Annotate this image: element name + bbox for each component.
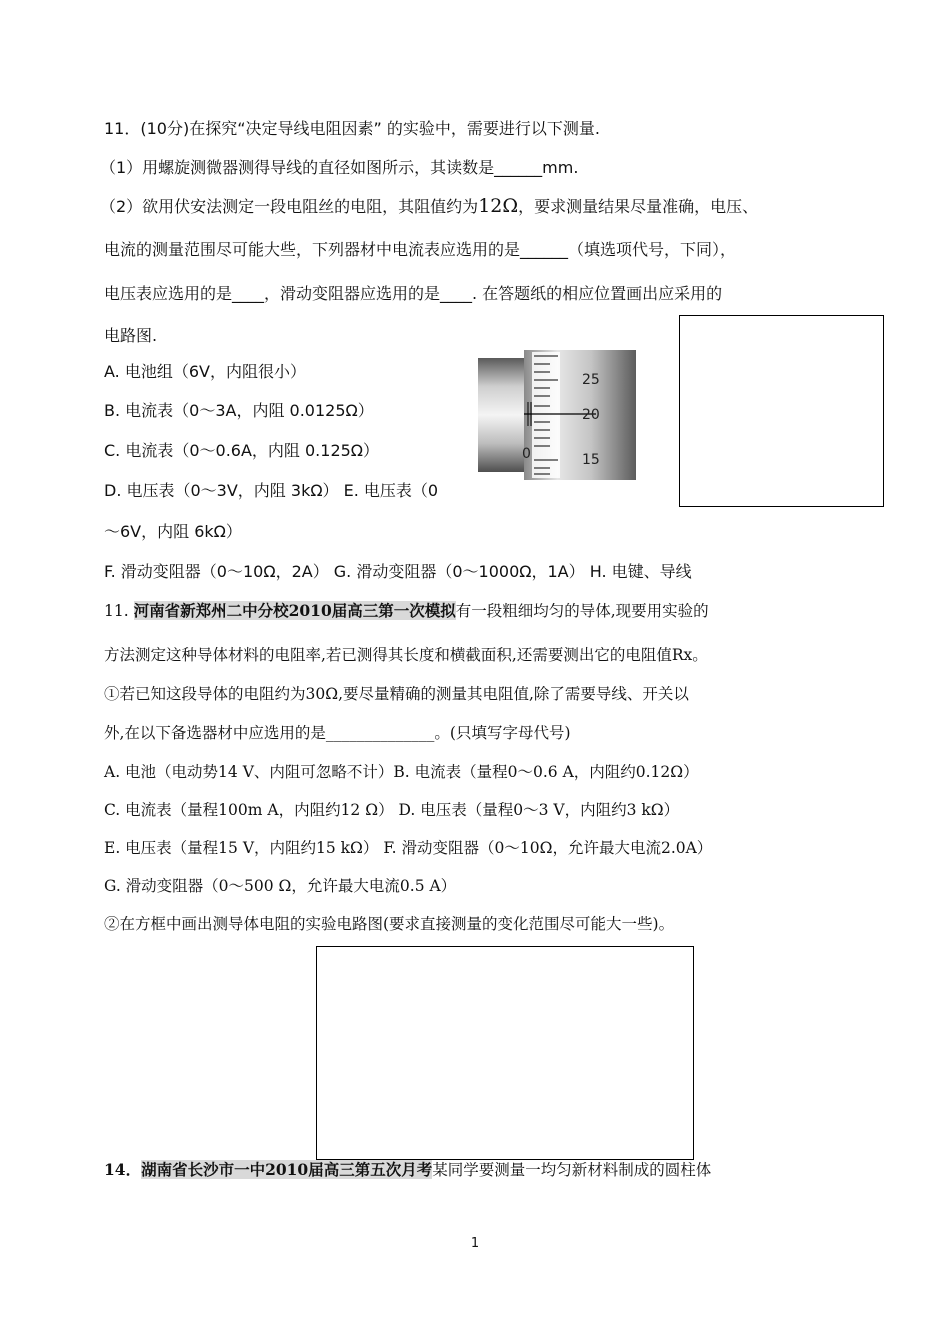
option-a: A. 电池组（6V，内阻很小） (104, 362, 306, 381)
resistance-formula: 12Ω (478, 195, 519, 217)
question-11b-source: 河南省新郑州二中分校2010届高三第一次模拟 (133, 601, 456, 620)
question-14-text: 某同学要测量一均匀新材料制成的圆柱体 (432, 1161, 712, 1179)
question-11b-option-c-d: C. 电流表（量程100m A，内阻约12 Ω） D. 电压表（量程0～3 V，内阻约3 kΩ） (104, 801, 680, 819)
question-11a-line5: 电路图. (104, 326, 158, 345)
question-11b-line4: 外,在以下备选器材中应选用的是______________。(只填写字母代号) (104, 724, 571, 742)
question-11b-line3: ①若已知这段导体的电阻约为30Ω,要尽量精确的测量其电阻值,除了需要导线、开关以 (104, 685, 689, 703)
question-11b-option-e-f: E. 电压表（量程15 V，内阻约15 kΩ） F. 滑动变阻器（0～10Ω，允许最大电流2.0A） (104, 839, 713, 857)
question-11b-line2: 方法测定这种导体材料的电阻率,若已测得其长度和横截面积,还需要测出它的电阻值Rx。 (104, 646, 708, 664)
circuit-answer-box-1 (679, 315, 884, 507)
option-b: B. 电流表（0～3A，内阻 0.0125Ω） (104, 401, 374, 420)
question-11a-part2 (100, 196, 758, 217)
question-11b-option-g: G. 滑动变阻器（0～500 Ω，允许最大电流0.5 A） (104, 877, 457, 895)
circuit-answer-box-2 (316, 946, 694, 1160)
question-11a-line3: 电流的测量范围尽可能大些，下列器材中电流表应选用的是______（填选项代号，下同）， (104, 240, 737, 259)
question-14-source: 湖南省长沙市一中2010届高三第五次月考 (141, 1160, 433, 1179)
micrometer-label-15: 15 (582, 452, 600, 468)
part2-text-a: （2）欲用伏安法测定一段电阻丝的电阻，其阻值约为 (100, 197, 479, 216)
question-11b-option-a-b: A. 电池（电动势14 V、内阻可忽略不计）B. 电流表（量程0～0.6 A，内阻约0.12Ω） (104, 763, 699, 781)
question-11a-part1: （1）用螺旋测微器测得导线的直径如图所示，其读数是______mm. (100, 158, 579, 177)
page-number: 1 (470, 1236, 480, 1251)
option-d-e: D. 电压表（0～3V，内阻 3kΩ） E. 电压表（0 (104, 481, 439, 500)
micrometer-label-25: 25 (582, 372, 600, 388)
option-f-g-h: F. 滑动变阻器（0～10Ω，2A） G. 滑动变阻器（0～1000Ω，1A） H. 电键、导线 (104, 562, 692, 581)
question-14-number: 14． (104, 1160, 142, 1179)
micrometer-figure (478, 350, 636, 480)
option-c: C. 电流表（0～0.6A，内阻 0.125Ω） (104, 441, 380, 460)
question-11a-title: 11．(10分)在探究“决定导线电阻因素” 的实验中，需要进行以下测量. (104, 119, 600, 138)
micrometer-sleeve (478, 358, 524, 472)
question-11a-line4: 电压表应选用的是____，滑动变阻器应选用的是____. 在答题纸的相应位置画出应采用的 (104, 284, 723, 303)
part2-text-b: ，要求测量结果尽量准确，电压、 (518, 197, 759, 216)
option-e-cont: ～6V，内阻 6kΩ） (104, 522, 242, 541)
question-14-line1 (104, 1160, 711, 1180)
question-11b-line5: ②在方框中画出测导体电阻的实验电路图(要求直接测量的变化范围尽可能大一些)。 (104, 915, 675, 933)
question-11b-number: 11. (104, 602, 129, 620)
micrometer-label-20: 20 (582, 407, 600, 423)
micrometer-label-0: 0 (522, 446, 531, 462)
question-11b-text: 有一段粗细均匀的导体,现要用实验的 (455, 602, 709, 620)
question-11b-line1 (104, 601, 709, 621)
